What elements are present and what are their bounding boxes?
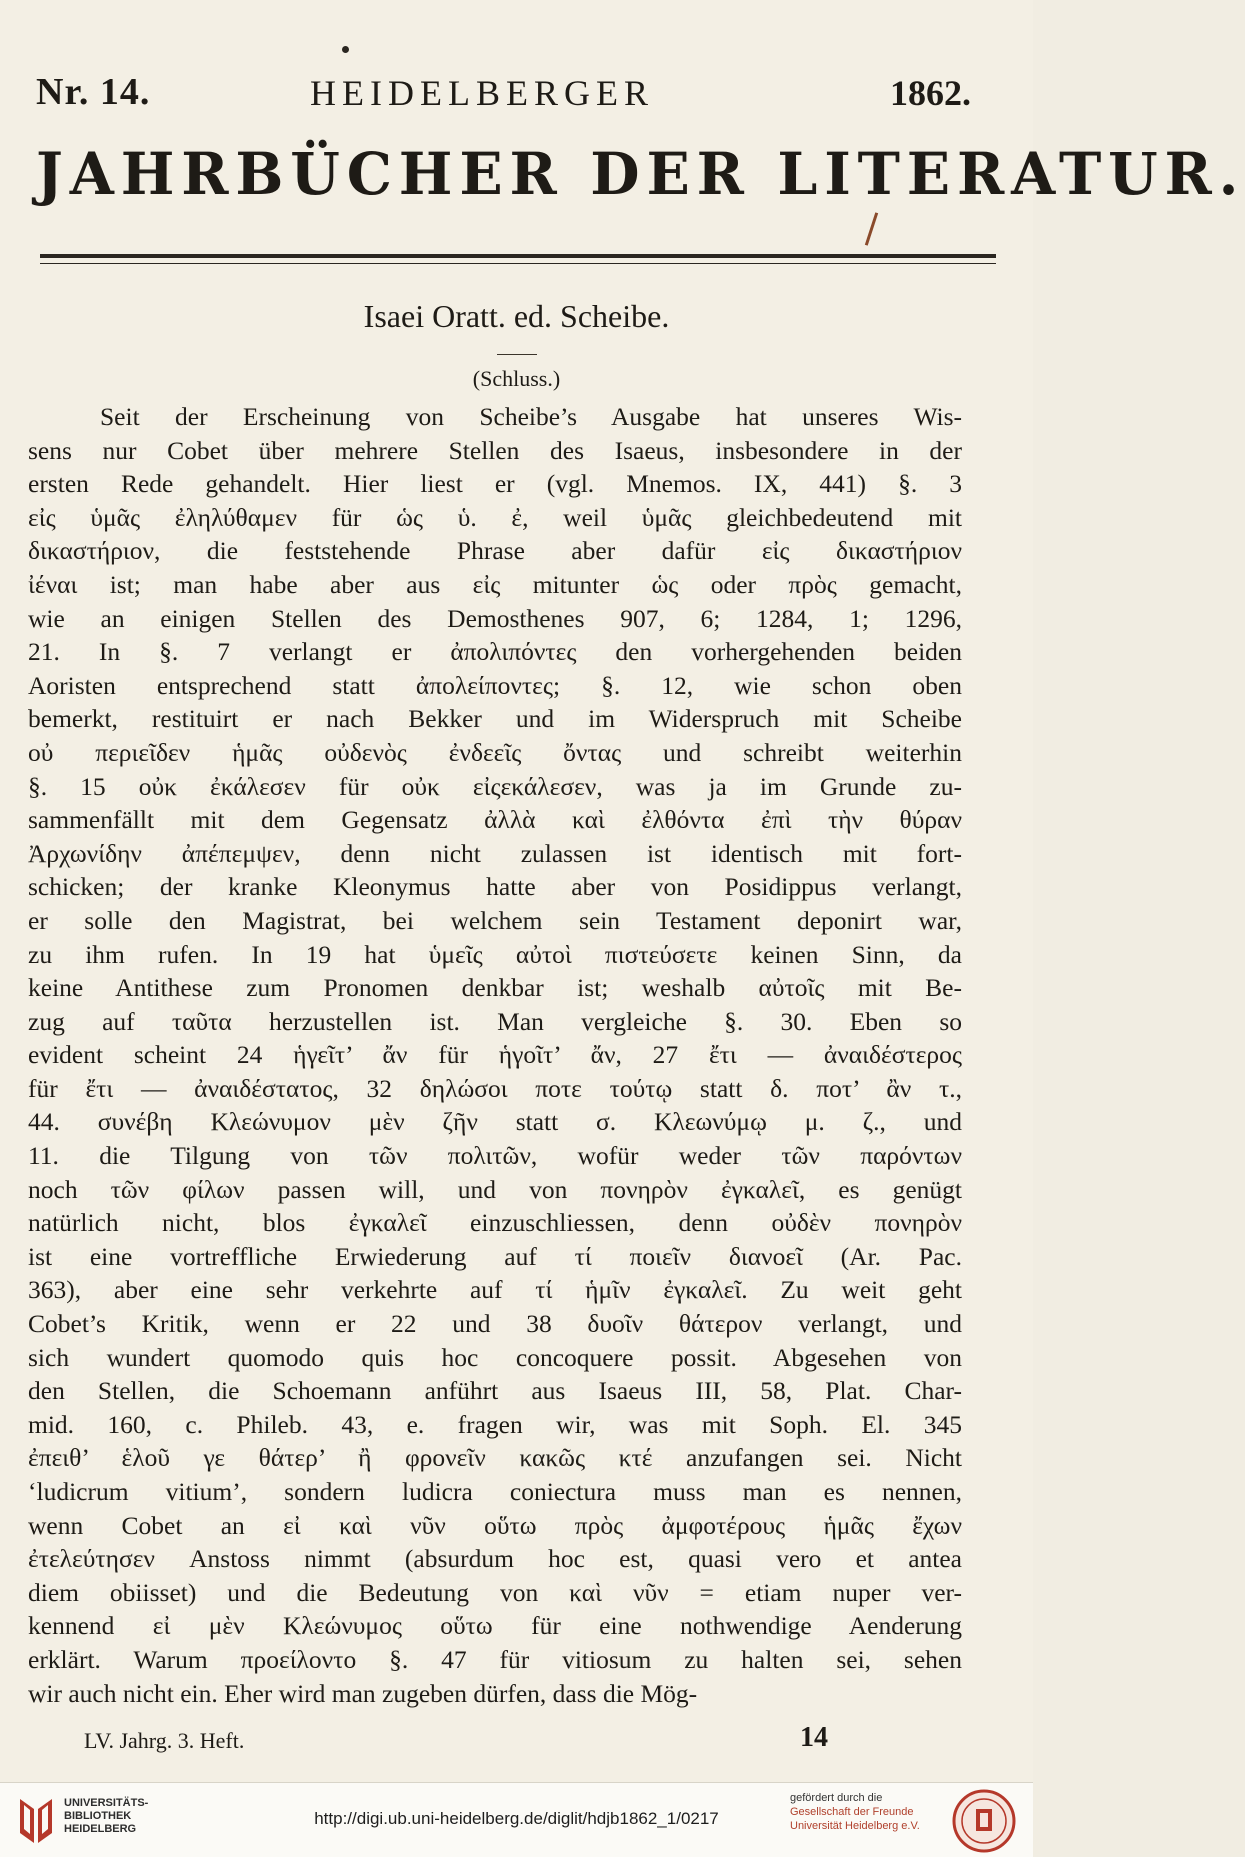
university-seal-icon <box>952 1789 1016 1853</box>
body-line: 11. die Tilgung von τῶν πολιτῶν, wofür weder τῶν παρόντων <box>28 1141 962 1171</box>
body-line: δικαστήριον, die feststehende Phrase aber dafür εἰς δικαστήριον <box>28 536 962 566</box>
body-line: mid. 160, c. Phileb. 43, e. fragen wir, was mit Soph. El. 345 <box>28 1409 962 1439</box>
body-line: noch τῶν φίλων passen will, und von πονηρὸν ἐγκαλεῖ, es genügt <box>28 1174 962 1204</box>
article-title: Isaei Oratt. ed. Scheibe. <box>363 298 670 334</box>
body-line: ersten Rede gehandelt. Hier liest er (vgl. Mnemos. IX, 441) §. 3 <box>28 469 962 499</box>
body-line: für ἔτι — ἀναιδέστατος, 32 δηλώσοι ποτε τούτῳ statt δ. ποτ’ ἂν τ., <box>28 1073 962 1103</box>
body-line: zug auf ταῦτα herzustellen ist. Man vergleiche §. 30. Eben so <box>28 1006 962 1036</box>
body-line: er solle den Magistrat, bei welchem sein Testament deponirt war, <box>28 905 962 935</box>
body-line: §. 15 οὐκ ἐκάλεσεν für οὐκ εἰςεκάλεσεν, was ja im Grunde zu- <box>28 771 962 801</box>
body-line: schicken; der kranke Kleonymus hatte aber von Posidippus verlangt, <box>28 872 962 902</box>
body-line: 21. In §. 7 verlangt er ἀπολιπόντες den vorhergehenden beiden <box>28 637 962 667</box>
body-line: ἐπειθ’ ἑλοῦ γε θάτερ’ ἢ φρονεῖν κακῶς κτέ anzufangen sei. Nicht <box>28 1443 962 1473</box>
body-line: wir auch nicht ein. Eher wird man zugeben dürfen, dass die Mög- <box>28 1678 698 1708</box>
issue-number: Nr. 14. <box>36 71 151 113</box>
body-line: ist eine vortreffliche Erwiederung auf τί ποιεῖν διανοεῖ (Ar. Pac. <box>28 1241 962 1271</box>
header-rule <box>40 254 996 258</box>
masthead: JAHRBÜCHER DER LITERATUR. <box>36 140 1245 208</box>
body-line: ἰέναι ist; man habe aber aus εἰς mitunter ὡς oder πρὸς gemacht, <box>28 569 962 599</box>
permalink-url[interactable]: http://digi.ub.uni-heidelberg.de/diglit/hdjb1862_1/0217 <box>314 1809 719 1828</box>
title-divider <box>497 354 537 355</box>
body-line: erklärt. Warum προείλοντο §. 47 für vitiosum zu halten sei, sehen <box>28 1644 962 1674</box>
body-line: evident scheint 24 ἡγεῖτ’ ἄν für ἡγοῖτ’ ἄν, 27 ἔτι — ἀναιδέστερος <box>28 1040 962 1070</box>
body-line: Aoristen entsprechend statt ἀπολείποντες; §. 12, wie schon oben <box>28 670 962 700</box>
body-line: diem obiisset) und die Bedeutung von καὶ νῦν = etiam nuper ver- <box>28 1577 962 1607</box>
body-line: Ἀρχωνίδην ἀπέπεμψεν, denn nicht zulassen ist identisch mit fort- <box>28 838 962 868</box>
viewer-footer-bar <box>0 1782 1033 1857</box>
body-line: keine Antithese zum Pronomen denkbar ist; weshalb αὐτοῖς mit Be- <box>28 973 962 1003</box>
body-line: 44. συνέβη Κλεώνυμον μὲν ζῆν statt σ. Κλεωνύμῳ μ. ζ., und <box>28 1107 962 1137</box>
body-line: sens nur Cobet über mehrere Stellen des Isaeus, insbesondere in der <box>28 435 962 465</box>
body-line: natürlich nicht, blos ἐγκαλεῖ einzuschliessen, denn οὐδὲν πονηρὸν <box>28 1208 962 1238</box>
issue-year: 1862. <box>890 73 971 113</box>
journal-title: HEIDELBERGER <box>310 73 654 113</box>
article-body <box>28 400 962 1710</box>
page-dot <box>342 46 349 53</box>
body-line: kennend εἰ μὲν Κλεώνυμος οὕτω für eine nothwendige Aenderung <box>28 1611 962 1641</box>
body-line: οὐ περιεῖδεν ἡμᾶς οὐδενὸς ἐνδεεῖς ὄντας und schreibt weiterhin <box>28 737 962 767</box>
body-line: Seit der Erscheinung von Scheibe’s Ausgabe hat unseres Wis- <box>100 402 962 431</box>
header-rule-thin <box>40 263 996 264</box>
body-line: Cobet’s Kritik, wenn er 22 und 38 δυοῖν θάτερον verlangt, und <box>28 1309 962 1339</box>
body-line: ‘ludicrum vitium’, sondern ludicra coniectura muss man es nennen, <box>28 1477 962 1506</box>
body-line: 363), aber eine sehr verkehrte auf τί ἡμῖν ἐγκαλεῖ. Zu weit geht <box>28 1275 962 1305</box>
volume-info: LV. Jahrg. 3. Heft. <box>84 1728 245 1753</box>
pencil-mark <box>865 212 878 245</box>
body-line: ἐτελεύτησεν Anstoss nimmt (absurdum hoc est, quasi vero et antea <box>28 1544 962 1574</box>
body-line: zu ihm rufen. In 19 hat ὑμεῖς αὐτοὶ πιστεύσετε keinen Sinn, da <box>28 939 962 969</box>
body-line: bemerkt, restituirt er nach Bekker und im Widerspruch mit Scheibe <box>28 704 962 734</box>
body-line: sich wundert quomodo quis hoc concoquere possit. Abgesehen von <box>28 1342 962 1372</box>
page-number: 14 <box>800 1722 828 1753</box>
sponsor-text: gefördert durch die Gesellschaft der Freunde Universität Heidelberg e.V. <box>790 1792 920 1832</box>
body-line: sammenfällt mit dem Gegensatz ἀλλὰ καὶ ἐλθόντα ἐπὶ τὴν θύραν <box>28 805 962 835</box>
body-line: εἰς ὑμᾶς ἐληλύθαμεν für ὡς ὑ. ἐ, weil ὑμᾶς gleichbedeutend mit <box>28 502 962 532</box>
body-line: wie an einigen Stellen des Demosthenes 907, 6; 1284, 1; 1296, <box>28 603 962 633</box>
library-name: UNIVERSITÄTS- BIBLIOTHEK HEIDELBERG <box>64 1797 149 1835</box>
body-line: den Stellen, die Schoemann anführt aus Isaeus III, 58, Plat. Char- <box>28 1376 962 1406</box>
article-subtitle: (Schluss.) <box>472 366 561 391</box>
body-line: wenn Cobet an εἰ καὶ νῦν οὕτω πρὸς ἀμφοτέρους ἡμᾶς ἔχων <box>28 1510 962 1540</box>
